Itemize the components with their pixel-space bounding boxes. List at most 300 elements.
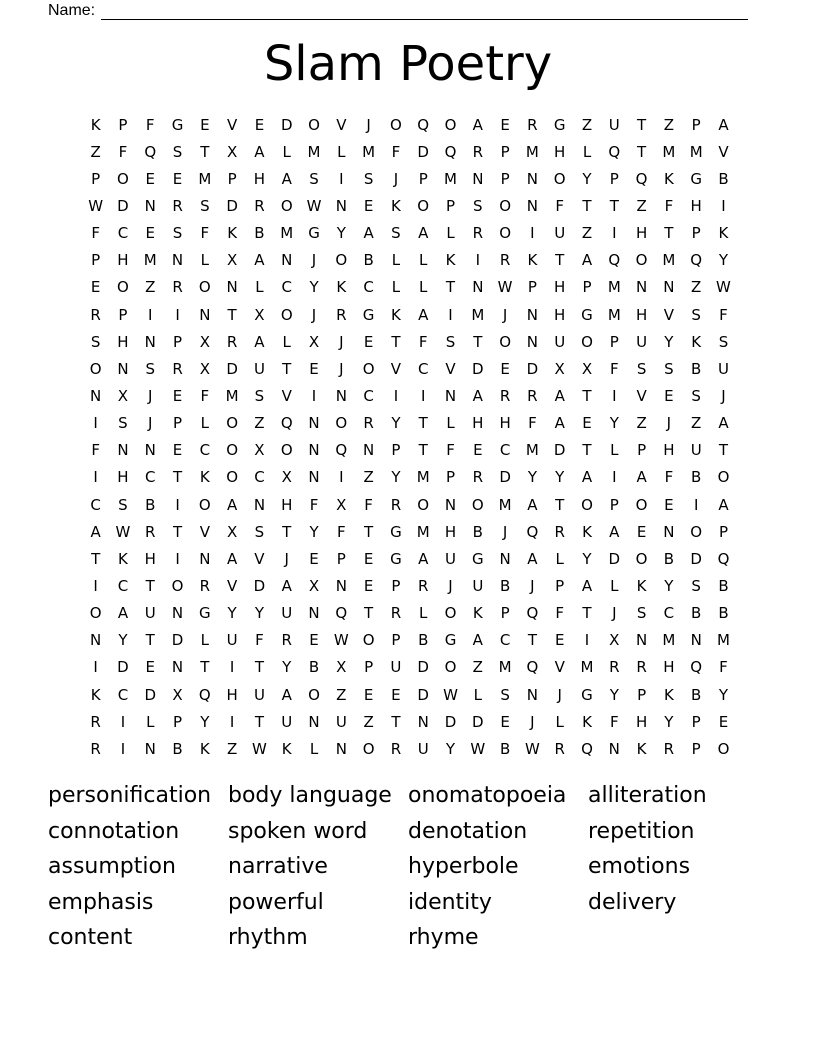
- grid-letter: P: [609, 332, 619, 351]
- grid-letter: I: [120, 739, 126, 758]
- grid-letter: K: [390, 196, 401, 215]
- grid-letter: H: [117, 468, 129, 487]
- grid-letter: P: [691, 739, 701, 758]
- grid-letter: T: [172, 468, 183, 487]
- grid-letter: Q: [526, 522, 539, 541]
- grid-letter: O: [635, 495, 648, 514]
- grid-letter: N: [444, 495, 457, 514]
- grid-letter: A: [418, 224, 429, 243]
- grid-letter: D: [117, 658, 129, 677]
- grid-letter: P: [527, 278, 537, 297]
- grid-letter: V: [445, 359, 456, 378]
- grid-letter: A: [554, 414, 565, 433]
- grid-letter: N: [308, 441, 320, 460]
- grid-letter: K: [90, 685, 101, 704]
- grid-letter: O: [581, 495, 593, 514]
- grid-letter: P: [609, 169, 619, 188]
- grid-letter: O: [471, 495, 484, 514]
- grid-letter: I: [229, 712, 235, 731]
- grid-letter: A: [527, 495, 538, 514]
- grid-letter: U: [417, 739, 429, 758]
- grid-letter: D: [690, 549, 702, 568]
- grid-letter: O: [362, 359, 375, 378]
- grid-letter: H: [635, 305, 648, 324]
- grid-letter: X: [554, 359, 565, 378]
- grid-letter: Z: [663, 115, 675, 134]
- grid-letter: K: [199, 468, 210, 487]
- grid-letter: Z: [691, 278, 702, 297]
- grid-letter: O: [335, 251, 348, 270]
- grid-letter: W: [443, 685, 458, 704]
- grid-letter: S: [145, 359, 155, 378]
- grid-letter: J: [612, 604, 617, 623]
- grid-letter: T: [718, 441, 729, 460]
- grid-letter: T: [364, 604, 374, 623]
- grid-letter: C: [281, 278, 292, 297]
- grid-letter: Y: [391, 468, 401, 487]
- grid-letter: U: [445, 549, 456, 568]
- grid-letter: P: [391, 576, 401, 595]
- grid-letter: T: [200, 658, 210, 677]
- grid-letter: L: [200, 251, 210, 270]
- grid-letter: N: [253, 495, 266, 514]
- grid-letter: W: [88, 196, 104, 215]
- grid-letter: R: [336, 305, 347, 324]
- grid-letter: P: [609, 495, 619, 514]
- grid-letter: B: [691, 604, 702, 623]
- grid-letter: I: [93, 414, 98, 433]
- grid-letter: N: [308, 712, 320, 731]
- grid-letter: A: [227, 549, 238, 568]
- grid-letter: O: [335, 414, 348, 433]
- grid-letter: Z: [691, 414, 702, 433]
- grid-letter: F: [664, 196, 674, 215]
- grid-letter: O: [308, 685, 320, 704]
- grid-letter: O: [198, 278, 211, 297]
- grid-letter: Y: [309, 278, 319, 297]
- grid-letter: D: [226, 359, 238, 378]
- grid-letter: F: [145, 115, 155, 134]
- word-bank-item: body language: [228, 783, 392, 809]
- grid-letter: P: [364, 658, 374, 677]
- grid-letter: K: [472, 604, 483, 623]
- grid-letter: A: [609, 522, 620, 541]
- grid-letter: E: [363, 549, 374, 568]
- grid-letter: C: [499, 441, 511, 460]
- grid-letter: D: [171, 631, 184, 650]
- grid-letter: J: [448, 576, 453, 595]
- grid-letter: N: [171, 604, 184, 623]
- grid-letter: O: [117, 278, 129, 297]
- grid-letter: P: [91, 251, 101, 270]
- grid-letter: A: [281, 576, 292, 595]
- grid-letter: U: [390, 658, 402, 677]
- grid-letter: A: [581, 251, 593, 270]
- grid-letter: M: [471, 305, 485, 324]
- grid-letter: Q: [144, 142, 157, 161]
- grid-letter: Q: [280, 414, 293, 433]
- grid-letter: I: [584, 631, 590, 650]
- grid-letter: I: [612, 224, 617, 243]
- grid-letter: H: [663, 658, 675, 677]
- grid-letter: U: [690, 441, 702, 460]
- grid-letter: F: [91, 224, 100, 243]
- grid-letter: A: [718, 115, 729, 134]
- grid-letter: M: [689, 142, 703, 161]
- grid-letter: E: [145, 169, 155, 188]
- grid-letter: U: [335, 712, 347, 731]
- grid-letter: F: [555, 196, 565, 215]
- grid-letter: U: [608, 115, 620, 134]
- grid-letter: N: [363, 441, 375, 460]
- word-bank-item: narrative: [228, 854, 328, 880]
- grid-letter: G: [581, 305, 593, 324]
- grid-letter: Z: [145, 278, 156, 297]
- grid-letter: X: [226, 142, 238, 161]
- grid-letter: V: [718, 142, 729, 161]
- grid-letter: S: [636, 359, 647, 378]
- grid-letter: I: [393, 386, 399, 405]
- grid-letter: K: [390, 305, 401, 324]
- grid-letter: A: [472, 115, 483, 134]
- word-bank-item: onomatopoeia: [408, 783, 567, 809]
- grid-letter: G: [171, 115, 184, 134]
- grid-letter: N: [499, 549, 511, 568]
- grid-letter: I: [93, 576, 98, 595]
- grid-letter: L: [282, 332, 291, 351]
- grid-letter: Z: [581, 224, 593, 243]
- grid-letter: X: [254, 441, 265, 460]
- grid-letter: Z: [90, 142, 101, 161]
- grid-letter: R: [390, 739, 402, 758]
- grid-letter: J: [721, 386, 726, 405]
- grid-letter: G: [444, 631, 457, 650]
- grid-letter: I: [339, 169, 344, 188]
- grid-letter: Y: [527, 468, 537, 487]
- grid-letter: H: [281, 495, 293, 514]
- grid-letter: R: [663, 739, 675, 758]
- grid-letter: O: [690, 522, 703, 541]
- grid-letter: Y: [309, 522, 319, 541]
- word-bank-item: denotation: [408, 818, 528, 844]
- grid-letter: L: [446, 224, 455, 243]
- grid-letter: K: [90, 115, 101, 134]
- grid-letter: A: [281, 685, 292, 704]
- grid-letter: B: [499, 739, 511, 758]
- grid-letter: M: [525, 441, 539, 460]
- grid-letter: M: [444, 169, 457, 188]
- grid-letter: K: [227, 224, 238, 243]
- grid-letter: N: [90, 631, 102, 650]
- grid-letter: N: [144, 739, 156, 758]
- grid-letter: P: [500, 604, 510, 623]
- grid-letter: P: [445, 468, 456, 487]
- grid-letter: E: [500, 115, 510, 134]
- grid-letter: A: [117, 604, 129, 623]
- grid-letter: O: [226, 468, 239, 487]
- grid-letter: B: [663, 549, 675, 568]
- grid-letter: T: [555, 251, 565, 270]
- grid-letter: U: [281, 604, 293, 623]
- grid-letter: Z: [472, 658, 483, 677]
- grid-letter: N: [663, 522, 675, 541]
- grid-letter: Z: [226, 739, 238, 758]
- grid-letter: W: [306, 196, 322, 215]
- grid-letter: E: [309, 631, 319, 650]
- grid-letter: U: [717, 359, 729, 378]
- grid-letter: I: [175, 495, 180, 514]
- grid-letter: B: [718, 604, 729, 623]
- grid-letter: F: [118, 142, 128, 161]
- grid-letter: M: [280, 224, 294, 243]
- grid-letter: N: [308, 414, 320, 433]
- grid-letter: F: [255, 631, 264, 650]
- grid-letter: Z: [363, 468, 374, 487]
- grid-letter: E: [718, 712, 729, 731]
- grid-letter: H: [472, 414, 484, 433]
- grid-letter: N: [308, 468, 320, 487]
- grid-letter: L: [391, 278, 401, 297]
- grid-letter: O: [417, 196, 430, 215]
- grid-letter: D: [553, 441, 566, 460]
- grid-letter: S: [90, 332, 101, 351]
- grid-letter: C: [663, 604, 675, 623]
- grid-letter: G: [390, 549, 402, 568]
- grid-letter: R: [527, 386, 538, 405]
- grid-letter: O: [280, 196, 293, 215]
- grid-letter: L: [555, 549, 564, 568]
- grid-letter: N: [335, 196, 347, 215]
- grid-letter: I: [93, 658, 98, 677]
- grid-letter: E: [145, 224, 155, 243]
- grid-letter: N: [444, 386, 457, 405]
- grid-letter: P: [336, 549, 346, 568]
- grid-letter: L: [446, 414, 455, 433]
- grid-letter: L: [200, 414, 210, 433]
- grid-letter: I: [448, 305, 453, 324]
- grid-letter: C: [363, 278, 374, 297]
- grid-letter: E: [664, 386, 674, 405]
- grid-letter: Y: [609, 685, 619, 704]
- grid-letter: E: [363, 576, 374, 595]
- grid-letter: N: [526, 305, 539, 324]
- grid-letter: A: [363, 224, 374, 243]
- grid-letter: C: [363, 386, 374, 405]
- grid-letter: K: [199, 739, 210, 758]
- grid-letter: R: [554, 522, 565, 541]
- grid-letter: O: [417, 495, 430, 514]
- grid-letter: I: [721, 196, 726, 215]
- grid-letter: C: [199, 441, 211, 460]
- grid-letter: Q: [335, 604, 348, 623]
- grid-letter: X: [336, 495, 347, 514]
- grid-letter: F: [719, 305, 728, 324]
- grid-letter: W: [252, 739, 267, 758]
- grid-letter: J: [666, 414, 672, 433]
- grid-letter: F: [200, 386, 210, 405]
- grid-letter: S: [691, 305, 701, 324]
- grid-letter: P: [555, 576, 565, 595]
- grid-letter: U: [554, 332, 566, 351]
- grid-letter: N: [90, 386, 102, 405]
- grid-letter: S: [309, 169, 319, 188]
- grid-letter: B: [172, 739, 183, 758]
- grid-letter: T: [254, 712, 265, 731]
- grid-letter: F: [91, 441, 100, 460]
- grid-letter: R: [172, 278, 183, 297]
- grid-letter: C: [254, 468, 265, 487]
- grid-letter: H: [253, 169, 266, 188]
- grid-letter: Y: [664, 576, 674, 595]
- grid-letter: R: [281, 631, 292, 650]
- grid-letter: T: [637, 115, 647, 134]
- grid-letter: I: [612, 468, 617, 487]
- grid-letter: X: [172, 685, 183, 704]
- grid-letter: J: [557, 685, 562, 704]
- grid-letter: S: [172, 224, 183, 243]
- grid-letter: F: [337, 522, 346, 541]
- grid-letter: J: [530, 576, 535, 595]
- word-bank-item: connotation: [48, 818, 180, 844]
- grid-letter: P: [718, 522, 728, 541]
- grid-letter: Q: [608, 142, 621, 161]
- grid-letter: K: [718, 224, 729, 243]
- grid-letter: O: [89, 359, 102, 378]
- grid-letter: A: [718, 495, 729, 514]
- grid-letter: Z: [636, 414, 647, 433]
- grid-letter: P: [118, 305, 128, 324]
- grid-letter: L: [282, 142, 291, 161]
- grid-letter: G: [362, 305, 375, 324]
- grid-letter: F: [364, 495, 373, 514]
- grid-letter: M: [362, 142, 376, 161]
- grid-letter: D: [117, 196, 129, 215]
- grid-letter: O: [717, 468, 730, 487]
- grid-letter: T: [200, 142, 210, 161]
- grid-letter: L: [419, 604, 428, 623]
- grid-letter: Q: [608, 251, 621, 270]
- grid-letter: P: [227, 169, 237, 188]
- word-bank-item: emphasis: [48, 889, 154, 915]
- grid-letter: H: [144, 549, 156, 568]
- grid-letter: F: [309, 495, 319, 514]
- page-title: Slam Poetry: [263, 36, 553, 92]
- grid-letter: U: [144, 604, 156, 623]
- grid-letter: C: [145, 468, 156, 487]
- grid-letter: E: [309, 549, 319, 568]
- grid-letter: O: [362, 739, 375, 758]
- grid-letter: N: [635, 278, 648, 297]
- grid-letter: F: [446, 441, 455, 460]
- grid-letter: R: [145, 522, 156, 541]
- grid-letter: T: [527, 631, 537, 650]
- grid-letter: A: [718, 414, 729, 433]
- grid-letter: W: [524, 739, 540, 758]
- grid-letter: O: [362, 631, 375, 650]
- grid-letter: K: [691, 332, 702, 351]
- grid-letter: O: [499, 224, 511, 243]
- grid-letter: T: [91, 549, 101, 568]
- grid-letter: B: [718, 169, 729, 188]
- grid-letter: H: [117, 332, 129, 351]
- grid-letter: R: [472, 468, 484, 487]
- grid-letter: M: [143, 251, 157, 270]
- grid-letter: Y: [254, 604, 265, 623]
- grid-letter: A: [418, 549, 429, 568]
- grid-letter: O: [499, 196, 511, 215]
- grid-letter: U: [253, 685, 265, 704]
- grid-letter: T: [445, 278, 456, 297]
- grid-letter: K: [281, 739, 292, 758]
- grid-letter: B: [718, 576, 729, 595]
- grid-letter: U: [472, 576, 484, 595]
- grid-letter: P: [500, 169, 510, 188]
- grid-letter: X: [199, 332, 210, 351]
- grid-letter: D: [417, 685, 429, 704]
- grid-letter: P: [691, 712, 701, 731]
- grid-letter: N: [526, 332, 539, 351]
- grid-letter: E: [500, 359, 510, 378]
- grid-letter: K: [445, 251, 456, 270]
- grid-letter: R: [90, 712, 101, 731]
- grid-letter: K: [336, 278, 347, 297]
- word-bank-item: powerful: [228, 889, 324, 915]
- grid-letter: M: [662, 631, 676, 650]
- grid-letter: O: [553, 169, 566, 188]
- grid-letter: Y: [555, 468, 565, 487]
- grid-letter: H: [117, 251, 129, 270]
- grid-letter: D: [280, 115, 293, 134]
- grid-letter: P: [691, 115, 701, 134]
- grid-letter: F: [200, 224, 210, 243]
- word-bank-item: content: [48, 925, 133, 951]
- grid-letter: J: [339, 332, 344, 351]
- grid-letter: G: [471, 549, 484, 568]
- grid-letter: N: [335, 576, 347, 595]
- grid-letter: D: [417, 658, 429, 677]
- grid-letter: F: [664, 468, 674, 487]
- grid-letter: B: [499, 576, 511, 595]
- name-underline: [101, 5, 748, 20]
- grid-letter: X: [581, 359, 593, 378]
- grid-letter: L: [419, 278, 428, 297]
- grid-letter: L: [610, 441, 619, 460]
- grid-letter: X: [609, 631, 620, 650]
- grid-letter: C: [117, 576, 129, 595]
- grid-letter: O: [226, 441, 239, 460]
- grid-letter: M: [662, 251, 676, 270]
- grid-letter: I: [120, 712, 126, 731]
- grid-letter: V: [554, 658, 565, 677]
- grid-letter: M: [498, 658, 512, 677]
- grid-letter: D: [472, 359, 484, 378]
- grid-letter: R: [390, 604, 402, 623]
- grid-letter: T: [145, 631, 155, 650]
- grid-letter: B: [691, 468, 702, 487]
- grid-letter: P: [91, 169, 101, 188]
- grid-letter: M: [307, 142, 321, 161]
- grid-letter: A: [90, 522, 101, 541]
- grid-letter: N: [117, 359, 129, 378]
- grid-letter: N: [335, 386, 347, 405]
- grid-letter: P: [173, 414, 183, 433]
- word-bank-item: alliteration: [588, 783, 707, 809]
- grid-letter: C: [417, 359, 429, 378]
- grid-letter: T: [172, 522, 183, 541]
- grid-letter: Z: [636, 196, 647, 215]
- grid-letter: X: [226, 251, 238, 270]
- grid-letter: Q: [526, 658, 539, 677]
